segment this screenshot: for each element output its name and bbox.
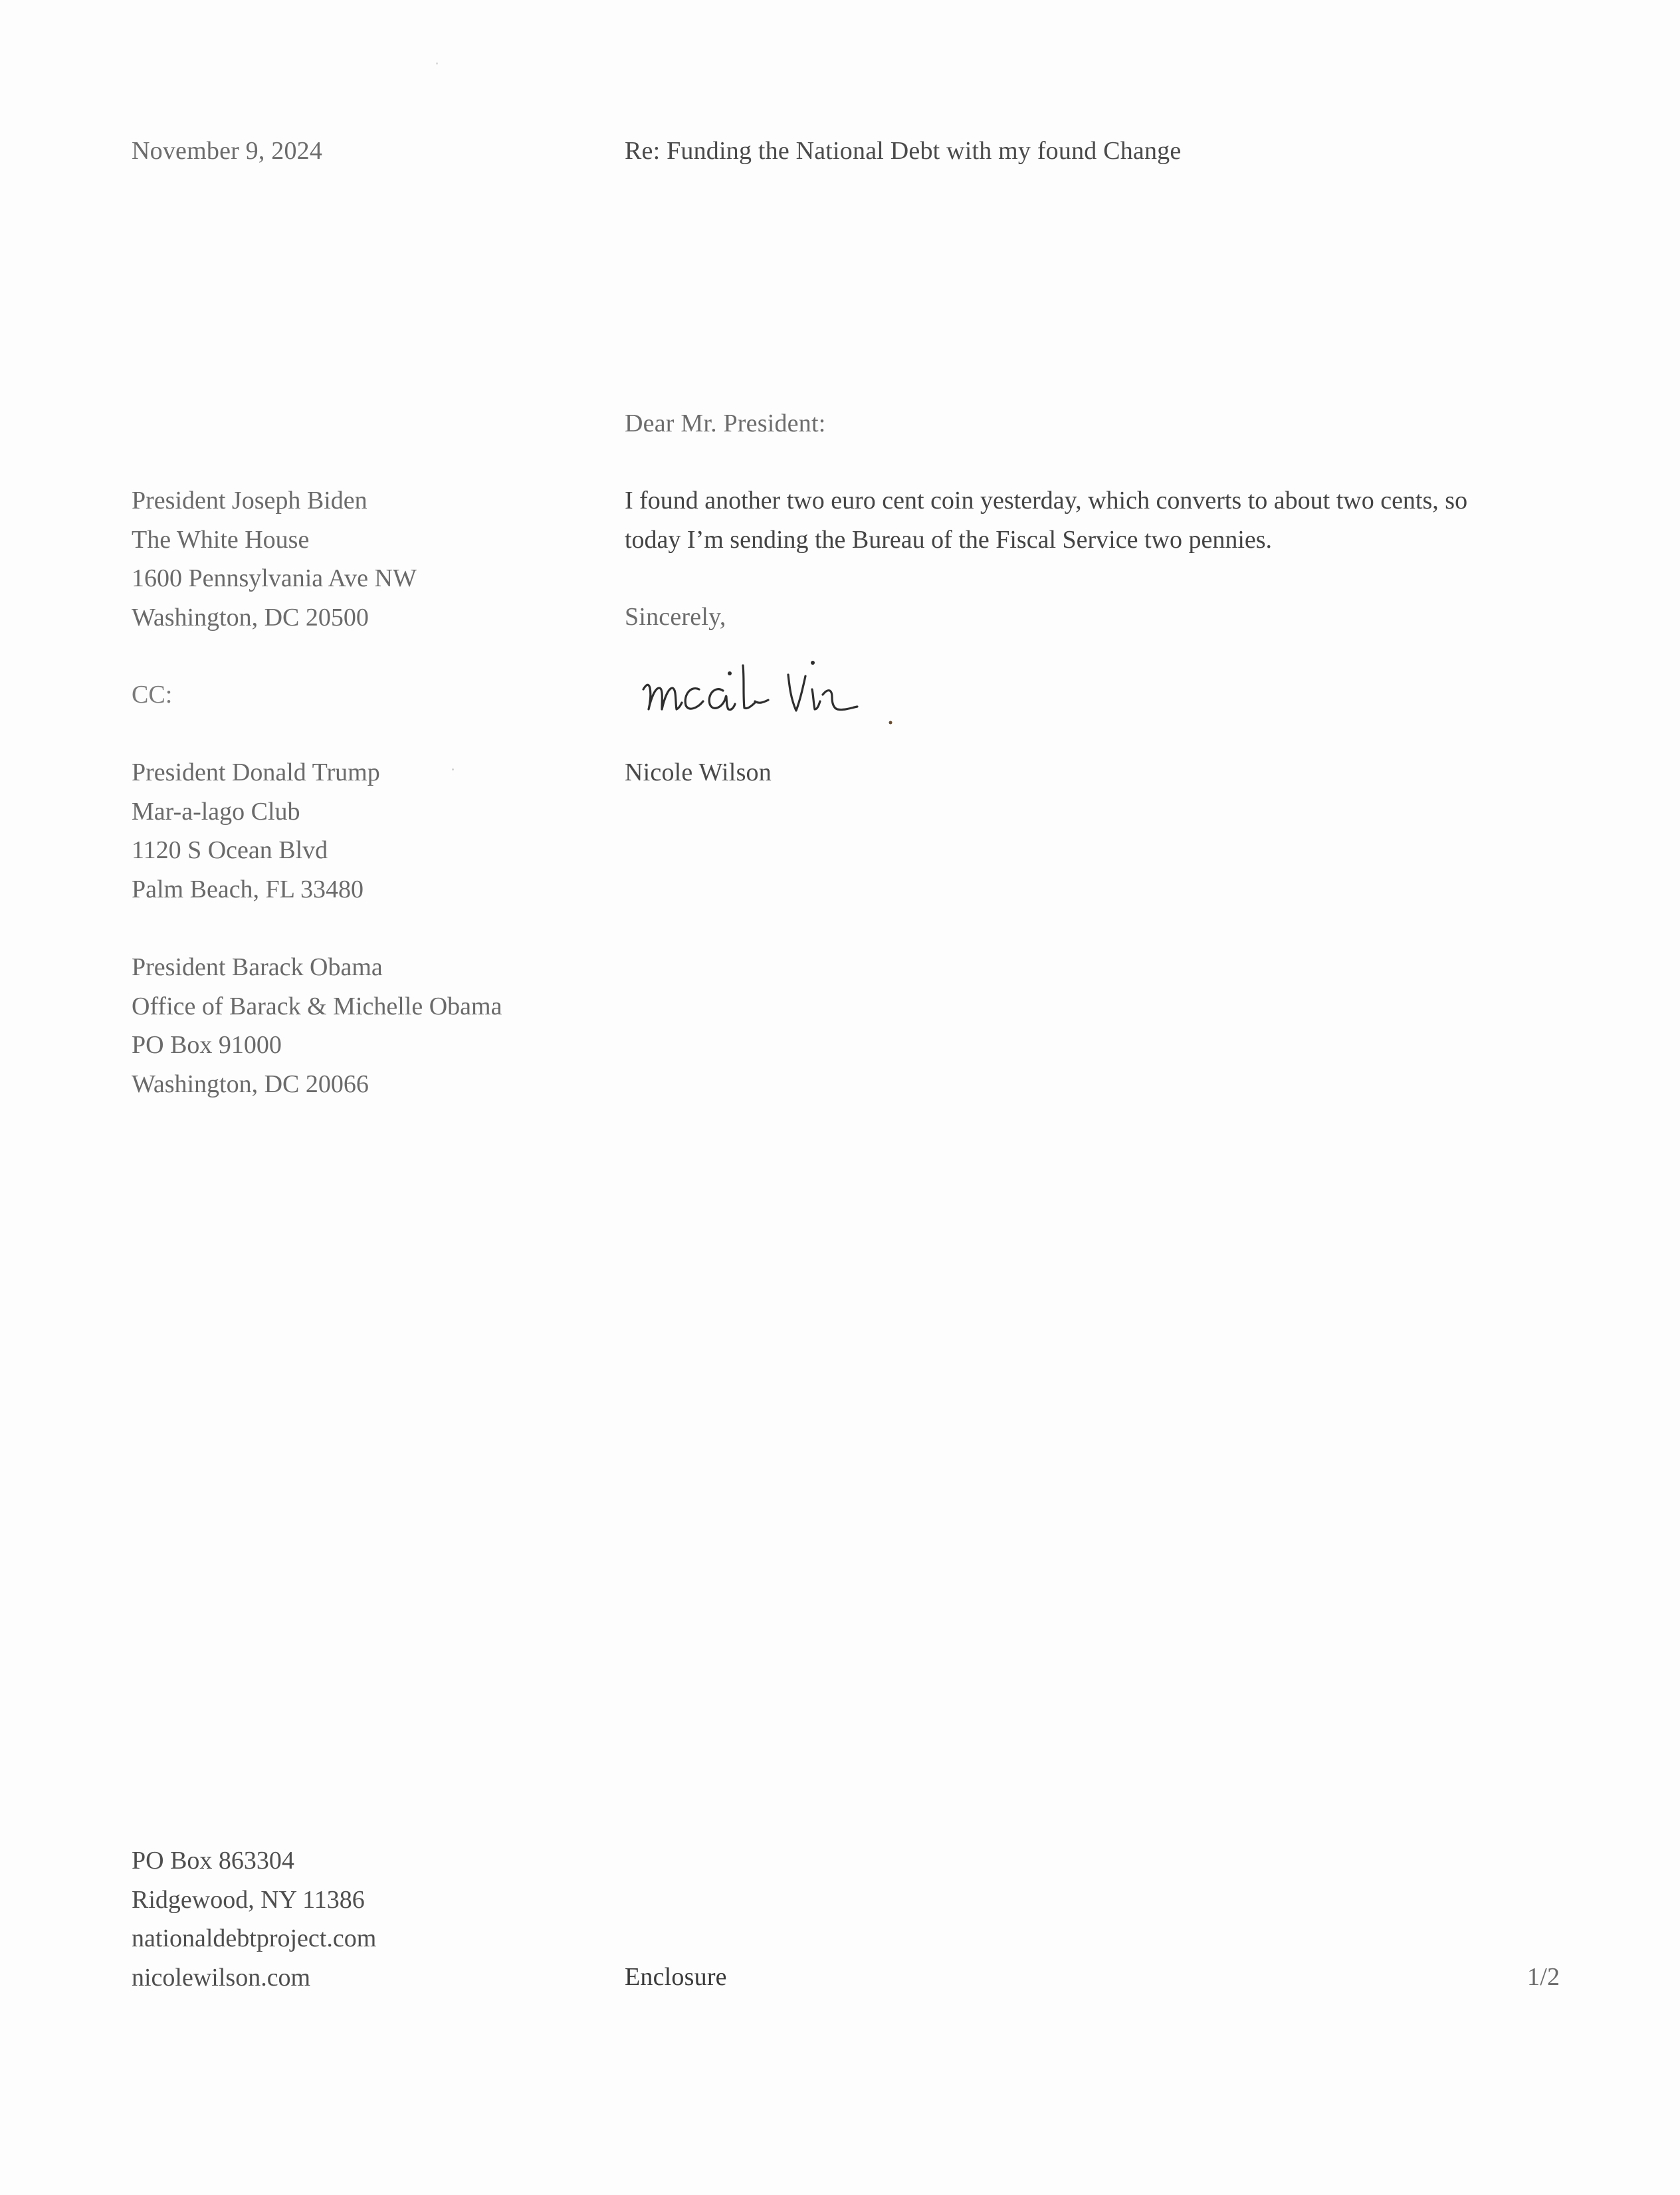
closing: Sincerely,: [625, 603, 726, 631]
cc-line: Palm Beach, FL 33480: [132, 875, 364, 903]
cc-address-obama: [132, 948, 502, 1103]
cc-name: President Donald Trump: [132, 758, 380, 786]
cc-label: CC:: [132, 681, 173, 709]
letter-date: November 9, 2024: [132, 137, 323, 165]
footer-website: nicolewilson.com: [132, 1963, 311, 1992]
recipient-line: The White House: [132, 525, 310, 554]
cc-address-trump: [132, 753, 380, 909]
footer-po-box: PO Box 863304: [132, 1847, 294, 1875]
cc-line: Office of Barack & Michelle Obama: [132, 992, 502, 1020]
footer-website: nationaldebtproject.com: [132, 1924, 377, 1952]
recipient-name: President Joseph Biden: [132, 487, 368, 515]
sender-footer: [132, 1841, 376, 1997]
cc-line: PO Box 91000: [132, 1031, 282, 1059]
footer-city: Ridgewood, NY 11386: [132, 1885, 365, 1914]
salutation: Dear Mr. President:: [625, 409, 826, 437]
recipient-address: [132, 481, 417, 637]
signer-name: Nicole Wilson: [625, 758, 772, 786]
enclosure-note: Enclosure: [625, 1963, 727, 1991]
letter-subject: Re: Funding the National Debt with my found Change: [625, 137, 1182, 165]
page-number: 1/2: [1527, 1963, 1560, 1991]
recipient-line: Washington, DC 20500: [132, 603, 369, 632]
cc-line: Mar-a-lago Club: [132, 797, 300, 826]
cc-line: Washington, DC 20066: [132, 1070, 369, 1098]
handwritten-signature: [638, 648, 937, 728]
scan-speck: [436, 62, 438, 64]
cc-name: President Barack Obama: [132, 953, 383, 981]
letter-body: [625, 481, 1568, 559]
scan-speck: [452, 768, 454, 770]
recipient-line: 1600 Pennsylvania Ave NW: [132, 564, 417, 592]
body-line: today I’m sending the Bureau of the Fiscal Service two pennies.: [625, 525, 1273, 554]
cc-line: 1120 S Ocean Blvd: [132, 836, 328, 864]
body-line: I found another two euro cent coin yesterday, which converts to about two cents, so: [625, 487, 1468, 515]
